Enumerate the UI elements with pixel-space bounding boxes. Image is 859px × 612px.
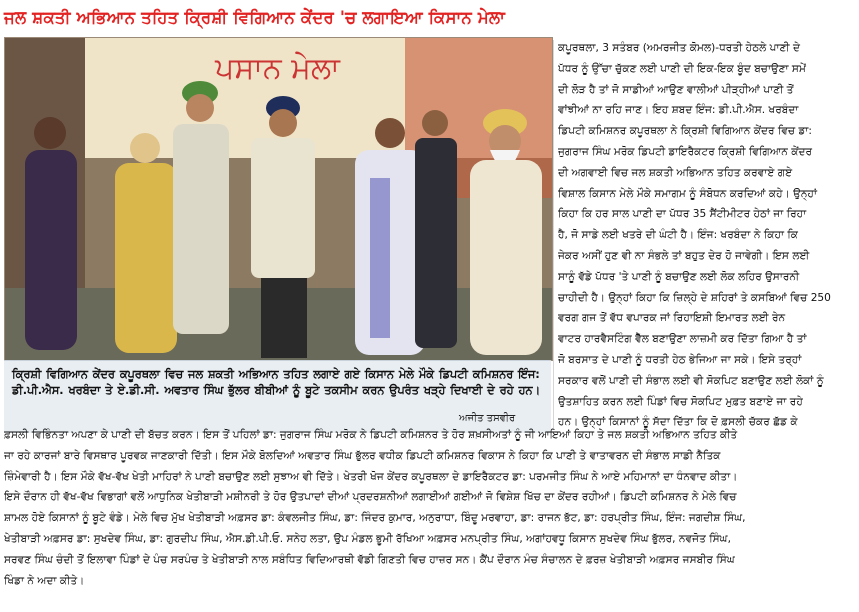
article-line: ਖੇਤੀਬਾੜੀ ਅਫ਼ਸਰ ਡਾ: ਸੁਖਦੇਵ ਸਿੰਘ, ਡਾ: ਗੁਰਦੀਪ ਸਿੰਘ, ਐਸ.ਡੀ.ਪੀ.ਓ. ਸਨੇਹ ਲਤਾ, ਉਪ ਮੰਡਲ ਭੂਮੀ ਰੱਖਿਆ ਅਫ਼ਸਰ ਮਨਪ੍ਰੀਤ ਸਿੰਘ, ਅਗਾਂਹਵਧੂ ਕਿਸਾਨ ਸੁਖਦੇਵ ਸਿੰਘ ਭੁੱਲਰ, ਨਵਜੋਤ ਸਿੰਘ,: [4, 532, 731, 545]
article-line: ਡਿਪਟੀ ਕਮਿਸ਼ਨਰ ਕਪੂਰਥਲਾ ਨੇ ਕ੍ਰਿਸ਼ੀ ਵਿਗਿਆਨ ਕੇਂਦਰ ਵਿਚ ਡਾ:: [558, 125, 812, 138]
person-6: [415, 110, 457, 348]
article-line: ਇਸੇ ਦੌਰਾਨ ਹੀ ਵੱਖ-ਵੱਖ ਵਿਭਾਗਾਂ ਵਲੋਂ ਆਧੁਨਿਕ ਖੇਤੀਬਾੜੀ ਮਸ਼ੀਨਰੀ ਤੇ ਹੋਰ ਉਤਪਾਦਾਂ ਦੀਆਂ ਪ੍ਰਦਰਸ਼ਨੀਆਂ ਲਗਾਈਆਂ ਗਈਆਂ ਜੋ ਵਿਸ਼ੇਸ਼ ਖਿੱਚ ਦਾ ਕੇਂਦਰ ਰਹੀਆਂ। ਡਿਪਟੀ ਕਮਿਸ਼ਨਰ ਨੇ ਮੇਲੇ ਵਿਚ: [4, 491, 737, 504]
article-line: ਕਪੂਰਥਲਾ, 3 ਸਤੰਬਰ (ਅਮਰਜੀਤ ਕੋਮਲ)-ਧਰਤੀ ਹੇਠਲੇ ਪਾਣੀ ਦੇ: [558, 42, 801, 54]
article-line: ਸਾਨੂੰ ਵੱਡੇ ਪੱਧਰ 'ਤੇ ਪਾਣੀ ਨੂੰ ਬਚਾਉਣ ਲਈ ਲੋਕ ਲਹਿਰ ਉਸਾਰਨੀ: [558, 270, 800, 283]
article-line: ਜੋ ਬਰਸਾਤ ਦੇ ਪਾਣੀ ਨੂੰ ਧਰਤੀ ਹੇਠ ਭੇਜਿਆ ਜਾ ਸਕੇ। ਇਸੇ ਤਰ੍ਹਾਂ: [558, 353, 802, 366]
article-bottom-block: [4, 425, 855, 591]
article-line: ਵਰਗ ਗਜ ਤੋਂ ਵੱਧ ਵਪਾਰਕ ਜਾਂ ਰਿਹਾਇਸ਼ੀ ਇਮਾਰਤ ਲਈ ਰੇਨ: [558, 312, 786, 325]
photo-illustration: [5, 38, 552, 360]
article-line: ਹੈ, ਜੋ ਸਾਡੇ ਲਈ ਖਤਰੇ ਦੀ ਘੰਟੀ ਹੈ। ਇੰਜ: ਖਰਬੰਦਾ ਨੇ ਕਿਹਾ ਕਿ: [558, 229, 798, 242]
article-line: ਪੱਧਰ ਨੂੰ ਉੱਚਾ ਚੁੱਕਣ ਲਈ ਪਾਣੀ ਦੀ ਇਕ-ਇਕ ਬੂੰਦ ਬਚਾਉਣਾ ਸਮੇਂ: [558, 62, 806, 75]
person-1: [25, 117, 77, 350]
article-line: ਜਾ ਰਹੇ ਕਾਰਜਾਂ ਬਾਰੇ ਵਿਸਥਾਰ ਪੂਰਵਕ ਜਾਣਕਾਰੀ ਦਿੱਤੀ। ਇਸ ਮੌਕੇ ਬੋਲਦਿਆਂ ਅਵਤਾਰ ਸਿੰਘ ਭੁੱਲਰ ਵਧੀਕ ਡਿਪਟੀ ਕਮਿਸ਼ਨਰ ਵਿਕਾਸ ਨੇ ਕਿਹਾ ਕਿ ਪਾਣੀ ਤੇ ਵਾਤਾਵਰਨ ਦੀ ਸੰਭਾਲ ਸਾਡੀ ਨੈਤਿਕ: [4, 449, 721, 462]
article-line: ਵਾਟਰ ਹਾਰਵੈਸਟਿੰਗ ਵੈੱਲ ਬਣਾਉਣਾ ਲਾਜ਼ਮੀ ਕਰ ਦਿੱਤਾ ਗਿਆ ਹੈ ਤਾਂ: [558, 333, 807, 346]
person-5: [355, 118, 425, 355]
article-line: ਵਾਂਝੀਆਂ ਨਾ ਰਹਿ ਜਾਣ। ਇਹ ਸ਼ਬਦ ਇੰਜ: ਡੀ.ਪੀ.ਐਸ. ਖਰਬੰਦਾ: [558, 104, 799, 117]
article-line: ਸਰਵਣ ਸਿੰਘ ਚੰਦੀ ਤੋਂ ਇਲਾਵਾ ਪਿੰਡਾਂ ਦੇ ਪੰਚ ਸਰਪੰਚ ਤੇ ਖੇਤੀਬਾੜੀ ਨਾਲ ਸਬੰਧਿਤ ਵਿਦਿਆਰਥੀ ਵੱਡੀ ਗਿਣਤੀ ਵਿਚ ਹਾਜ਼ਰ ਸਨ। ਕੈਂਪ ਦੌਰਾਨ ਮੰਚ ਸੰਚਾਲਨ ਦੇ ਫ਼ਰਜ਼ ਖੇਤੀਬਾੜੀ ਅਫ਼ਸਰ ਜਸਬੀਰ ਸਿੰਘ: [4, 553, 735, 566]
article-right-column: [558, 38, 855, 433]
article-line: ਕਿਹਾ ਕਿ ਹਰ ਸਾਲ ਪਾਣੀ ਦਾ ਪੱਧਰ 35 ਸੈਂਟੀਮੀਟਰ ਹੇਠਾਂ ਜਾ ਰਿਹਾ: [558, 208, 807, 221]
article-line: ਜੁਗਰਾਜ ਸਿੰਘ ਮਰੋਕ ਡਿਪਟੀ ਡਾਇਰੈਕਟਰ ਕ੍ਰਿਸ਼ੀ ਵਿਗਿਆਨ ਕੇਂਦਰ: [558, 145, 813, 158]
photo-caption: ਕ੍ਰਿਸ਼ੀ ਵਿਗਿਆਨ ਕੇਂਦਰ ਕਪੂਰਥਲਾ ਵਿਚ ਜਲ ਸ਼ਕਤੀ ਅਭਿਆਨ ਤਹਿਤ ਲਗਾਏ ਗਏ ਕਿਸਾਨ ਮੇਲੇ ਮੌਕੇ ਡਿਪਟੀ ਕਮਿਸ਼ਨਰ ਇੰਜ: ਡੀ.ਪੀ.ਐਸ. ਖਰਬੰਦਾ ਤੇ ਏ.ਡੀ.ਸੀ. ਅਵਤਾਰ ਸਿੰਘ ਭੁੱਲਰ ਬੀਬੀਆਂ ਨੂੰ ਬੂਟੇ ਤਕਸੀਮ ਕਰਨ ਉਪਰੰਤ ਖੜ੍ਹੇ ਦਿਖਾਈ ਦੇ ਰਹੇ ਹਨ।: [12, 368, 541, 397]
article-line: ਖਿੰਡਾ ਨੇ ਅਦਾ ਕੀਤੇ।: [4, 574, 85, 587]
photo-credit: ਅਜੀਤ ਤਸਵੀਰ: [459, 413, 516, 424]
article-line: ਵਿਸ਼ਾਲ ਕਿਸਾਨ ਮੇਲੇ ਮੌਕੇ ਸਮਾਗਮ ਨੂੰ ਸੰਬੋਧਨ ਕਰਦਿਆਂ ਕਹੇ। ਉਨ੍ਹਾਂ: [558, 187, 817, 200]
article-line: ਚਾਹੀਦੀ ਹੈ। ਉਨ੍ਹਾਂ ਕਿਹਾ ਕਿ ਜ਼ਿਲ੍ਹੇ ਦੇ ਸ਼ਹਿਰਾਂ ਤੇ ਕਸਬਿਆਂ ਵਿਚ 250: [558, 291, 831, 304]
article-line: ਸ਼ਾਮਲ ਹੋਏ ਕਿਸਾਨਾਂ ਨੂੰ ਬੂਟੇ ਵੰਡੇ। ਮੇਲੇ ਵਿਚ ਮੁੱਖ ਖੇਤੀਬਾੜੀ ਅਫ਼ਸਰ ਡਾ: ਕੰਵਲਜੀਤ ਸਿੰਘ, ਡਾ: ਜਿੰਦਰ ਕੁਮਾਰ, ਅਨੁਰਾਧਾ, ਬਿੰਦੂ ਮਰਵਾਹਾ, ਡਾ: ਰਾਜਨ ਭੱਟ, ਡਾ: ਹਰਪ੍ਰੀਤ ਸਿੰਘ, ਇੰਜ: ਜਗਦੀਸ਼ ਸਿੰਘ,: [4, 512, 746, 525]
article-line: ਜ਼ਿੰਮੇਵਾਰੀ ਹੈ। ਇਸ ਮੌਕੇ ਵੱਖ-ਵੱਖ ਖੇਤੀ ਮਾਹਿਰਾਂ ਨੇ ਪਾਣੀ ਬਚਾਉਣ ਲਈ ਸੁਝਾਅ ਵੀ ਦਿੱਤੇ। ਖੇਤਰੀ ਖੋਜ ਕੇਂਦਰ ਕਪੂਰਥਲਾ ਦੇ ਡਾਇਰੈਕਟਰ ਡਾ: ਪਰਮਜੀਤ ਸਿੰਘ ਨੇ ਆਏ ਮਹਿਮਾਨਾਂ ਦਾ ਧੰਨਵਾਦ ਕੀਤਾ।: [4, 470, 738, 483]
photo-caption-box: [4, 360, 551, 433]
article-line: ਫ਼ਸਲੀ ਵਿਭਿੰਨਤਾ ਅਪਣਾ ਕੇ ਪਾਣੀ ਦੀ ਬੱਚਤ ਕਰਨ। ਇਸ ਤੋਂ ਪਹਿਲਾਂ ਡਾ: ਜੁਗਰਾਜ ਸਿੰਘ ਮਰੋਕ ਨੇ ਡਿਪਟੀ ਕਮਿਸ਼ਨਰ ਤੇ ਹੋਰ ਸ਼ਖ਼ਸੀਅਤਾਂ ਨੂੰ ਜੀ ਆਇਆਂ ਕਿਹਾ ਤੇ ਜਲ ਸ਼ਕਤੀ ਅਭਿਆਨ ਤਹਿਤ ਕੀਤੇ: [4, 429, 738, 441]
headline: ਜਲ ਸ਼ਕਤੀ ਅਭਿਆਨ ਤਹਿਤ ਕ੍ਰਿਸ਼ੀ ਵਿਗਿਆਨ ਕੇਂਦਰ 'ਚ ਲਗਾਇਆ ਕਿਸਾਨ ਮੇਲਾ: [4, 8, 505, 27]
article-line: ਹਨ। ਉਨ੍ਹਾਂ ਕਿਸਾਨਾਂ ਨੂੰ ਸੱਦਾ ਦਿੱਤਾ ਕਿ ਦੋ ਫ਼ਸਲੀ ਚੱਕਰ ਛੱਡ ਕੇ: [558, 416, 798, 429]
article-line: ਸਰਕਾਰ ਵਲੋਂ ਪਾਣੀ ਦੀ ਸੰਭਾਲ ਲਈ ਵੀ ਸੋਕਪਿਟ ਬਣਾਉਣ ਲਈ ਲੋਕਾਂ ਨੂੰ: [558, 374, 824, 387]
banner-text: ਪਸਾਨ ਮੇਲਾ: [215, 51, 340, 86]
article-line: ਦੀ ਅਗਵਾਈ ਵਿਚ ਜਲ ਸ਼ਕਤੀ ਅਭਿਆਨ ਤਹਿਤ ਕਰਵਾਏ ਗਏ: [558, 166, 793, 179]
news-photo: [4, 37, 553, 361]
article-line: ਦੀ ਲੋੜ ਹੈ ਤਾਂ ਜੋ ਸਾਡੀਆਂ ਆਉਣ ਵਾਲੀਆਂ ਪੀੜ੍ਹੀਆਂ ਪਾਣੀ ਤੋਂ: [558, 83, 794, 96]
article-line: ਉਤਸ਼ਾਹਿਤ ਕਰਨ ਲਈ ਪਿੰਡਾਂ ਵਿਚ ਸੋਕਪਿਟ ਮੁਫ਼ਤ ਬਣਾਏ ਜਾ ਰਹੇ: [558, 395, 803, 408]
article-line: ਜੇਕਰ ਅਸੀਂ ਹੁਣ ਵੀ ਨਾ ਸੰਭਲੇ ਤਾਂ ਬਹੁਤ ਦੇਰ ਹੋ ਜਾਵੇਗੀ। ਇਸ ਲਈ: [558, 249, 810, 262]
person-2: [115, 133, 177, 353]
column-divider: [553, 40, 554, 428]
